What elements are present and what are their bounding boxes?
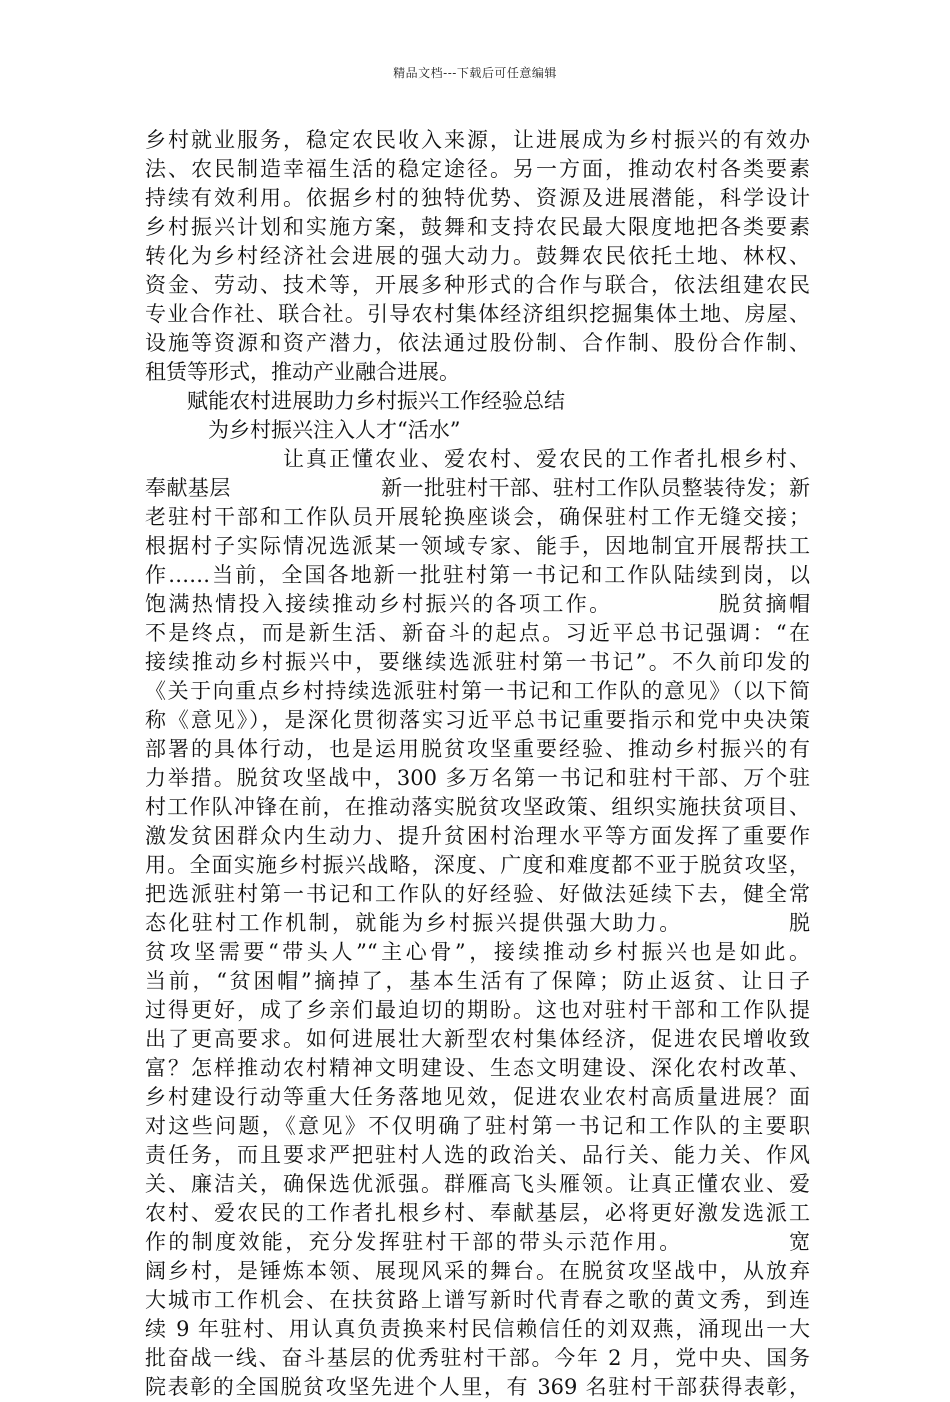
text-line: 把选派驻村第一书记和工作队的好经验、好做法延续下去，健全常 (145, 882, 810, 906)
text-line: 续 9 年驻村、用认真负责换来村民信赖信任的刘双燕，涌现出一大 (145, 1317, 810, 1341)
text-line: 《关于向重点乡村持续选派驻村第一书记和工作队的意见》（以下简 (145, 679, 810, 703)
text-line: 农村、爱农民的工作者扎根乡村、奉献基层，必将更好激发选派工 (145, 1201, 810, 1225)
text-line: 对这些问题，《意见》不仅明确了驻村第一书记和工作队的主要职 (145, 1114, 810, 1138)
text-line: 富？怎样推动农村精神文明建设、生态文明建设、深化农村改革、 (145, 1056, 810, 1080)
text-line: 让真正懂农业、爱农村、爱农民的工作者扎根乡村、 (145, 447, 810, 471)
text-line: 资金、劳动、技术等，开展多种形式的合作与联合，依法组建农民 (145, 273, 810, 297)
text-line: 用。全面实施乡村振兴战略，深度、广度和难度都不亚于脱贫攻坚， (145, 853, 810, 877)
text-line: 出了更高要求。如何进展壮大新型农村集体经济，促进农民增收致 (145, 1027, 810, 1051)
text-line: 阔乡村，是锤炼本领、展现风采的舞台。在脱贫攻坚战中，从放弃 (145, 1259, 810, 1283)
text-line: 激发贫困群众内生动力、提升贫困村治理水平等方面发挥了重要作 (145, 824, 810, 848)
text-line: 设施等资源和资产潜力，依法通过股份制、合作制、股份合作制、 (145, 331, 810, 355)
text-line: 作……当前，全国各地新一批驻村第一书记和工作队陆续到岗，以 (145, 563, 810, 587)
text-line: 不是终点，而是新生活、新奋斗的起点。习近平总书记强调：“在 (145, 621, 810, 645)
text-line: 态化驻村工作机制，就能为乡村振兴提供强大助力。 脱 (145, 911, 810, 935)
text-line: 专业合作社、联合社。引导农村集体经济组织挖掘集体土地、房屋、 (145, 302, 810, 326)
text-line: 批奋战一线、奋斗基层的优秀驻村干部。今年 2 月，党中央、国务 (145, 1346, 810, 1370)
text-line: 老驻村干部和工作队员开展轮换座谈会，确保驻村工作无缝交接； (145, 505, 810, 529)
text-line: 过得更好，成了乡亲们最迫切的期盼。这也对驻村干部和工作队提 (145, 998, 810, 1022)
text-line: 贫攻坚需要“带头人”“主心骨”，接续推动乡村振兴也是如此。 (145, 940, 810, 964)
text-line: 村工作队冲锋在前，在推动落实脱贫攻坚政策、组织实施扶贫项目、 (145, 795, 810, 819)
text-line: 根据村子实际情况选派某一领域专家、能手，因地制宜开展帮扶工 (145, 534, 810, 558)
text-line: 乡村就业服务，稳定农民收入来源，让进展成为乡村振兴的有效办 (145, 128, 810, 152)
text-line: 责任务，而且要求严把驻村人选的政治关、品行关、能力关、作风 (145, 1143, 810, 1167)
text-line: 持续有效利用。依据乡村的独特优势、资源及进展潜能，科学设计 (145, 186, 810, 210)
text-line: 力举措。脱贫攻坚战中，300 多万名第一书记和驻村干部、万个驻 (145, 766, 810, 790)
section-heading: 赋能农村进展助力乡村振兴工作经验总结 (145, 389, 565, 413)
text-line: 关、廉洁关，确保选优派强。群雁高飞头雁领。让真正懂农业、爱 (145, 1172, 810, 1196)
text-line: 奉献基层 新一批驻村干部、驻村工作队员整装待发；新 (145, 476, 810, 500)
text-line: 租赁等形式，推动产业融合进展。 (145, 360, 460, 384)
text-line: 作的制度效能，充分发挥驻村干部的带头示范作用。 宽 (145, 1230, 810, 1254)
page-header: 精品文档---下载后可任意编辑 (393, 66, 557, 80)
text-line: 法、农民制造幸福生活的稳定途径。另一方面，推动农村各类要素 (145, 157, 810, 181)
section-heading: 为乡村振兴注入人才“活水” (145, 418, 461, 442)
text-line: 乡村建设行动等重大任务落地见效，促进农业农村高质量进展？面 (145, 1085, 810, 1109)
text-line: 乡村振兴计划和实施方案，鼓舞和支持农民最大限度地把各类要素 (145, 215, 810, 239)
document-body (145, 126, 810, 1402)
text-line: 当前，“贫困帽”摘掉了，基本生活有了保障；防止返贫、让日子 (145, 969, 810, 993)
text-line: 大城市工作机会、在扶贫路上谱写新时代青春之歌的黄文秀，到连 (145, 1288, 810, 1312)
text-line: 部署的具体行动，也是运用脱贫攻坚重要经验、推动乡村振兴的有 (145, 737, 810, 761)
text-line: 称《意见》），是深化贯彻落实习近平总书记重要指示和党中央决策 (145, 708, 810, 732)
text-line: 转化为乡村经济社会进展的强大动力。鼓舞农民依托土地、林权、 (145, 244, 810, 268)
text-line: 饱满热情投入接续推动乡村振兴的各项工作。 脱贫摘帽 (145, 592, 810, 616)
text-line: 院表彰的全国脱贫攻坚先进个人里，有 369 名驻村干部获得表彰， (145, 1375, 810, 1399)
text-line: 接续推动乡村振兴中，要继续选派驻村第一书记”。不久前印发的 (145, 650, 810, 674)
